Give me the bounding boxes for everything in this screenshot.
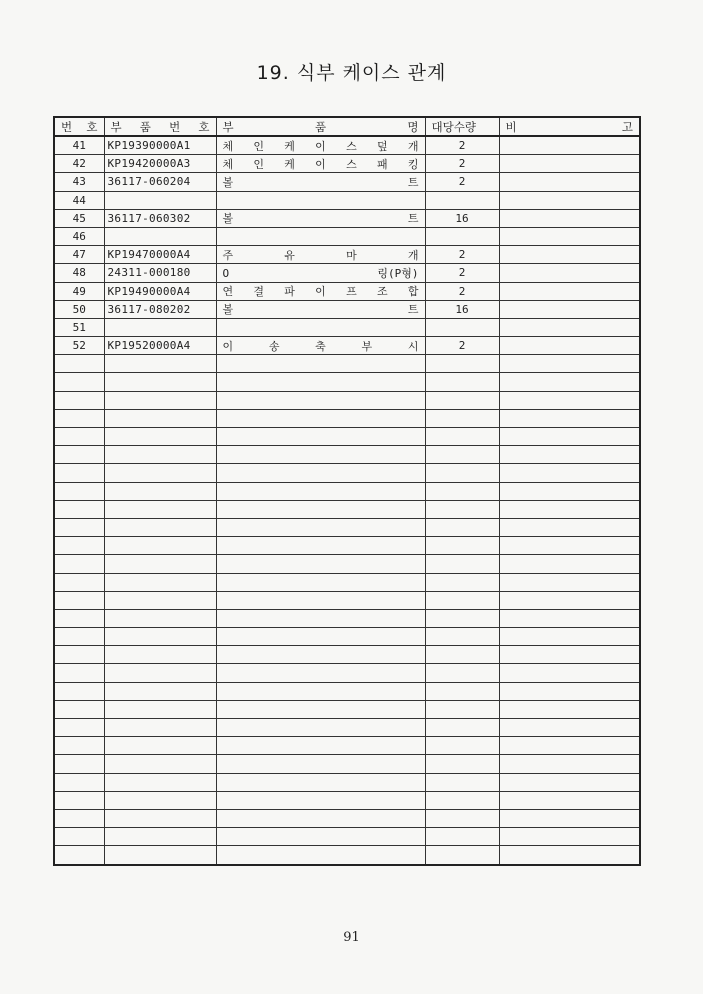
cell-name xyxy=(216,391,425,409)
cell-name xyxy=(216,518,425,536)
cell-note xyxy=(499,409,640,427)
cell-name: 볼 트 xyxy=(216,300,425,318)
cell-name xyxy=(216,846,425,865)
cell-no xyxy=(54,446,104,464)
cell-note xyxy=(499,246,640,264)
cell-name xyxy=(216,355,425,373)
cell-no xyxy=(54,518,104,536)
cell-qty: 2 xyxy=(425,155,499,173)
cell-no xyxy=(54,409,104,427)
cell-part-no xyxy=(104,500,216,518)
cell-no xyxy=(54,428,104,446)
cell-note xyxy=(499,428,640,446)
cell-qty xyxy=(425,573,499,591)
header-qty: 대당수량 xyxy=(425,117,499,136)
table-row xyxy=(54,337,640,355)
empty-table-row xyxy=(54,409,640,427)
cell-part-no xyxy=(104,828,216,846)
cell-note xyxy=(499,227,640,245)
cell-part-no xyxy=(104,755,216,773)
cell-no xyxy=(54,355,104,373)
cell-name: 볼 트 xyxy=(216,209,425,227)
cell-note xyxy=(499,318,640,336)
cell-part-no xyxy=(104,773,216,791)
header-no: 번 호 xyxy=(54,117,104,136)
cell-note xyxy=(499,773,640,791)
cell-qty xyxy=(425,191,499,209)
cell-no xyxy=(54,773,104,791)
cell-part-no xyxy=(104,391,216,409)
cell-note xyxy=(499,373,640,391)
cell-note xyxy=(499,209,640,227)
cell-qty xyxy=(425,809,499,827)
cell-note xyxy=(499,682,640,700)
cell-no xyxy=(54,482,104,500)
cell-qty: 16 xyxy=(425,209,499,227)
cell-no xyxy=(54,682,104,700)
cell-name: 이 송 축 부 시 xyxy=(216,337,425,355)
table-row xyxy=(54,209,640,227)
cell-qty: 2 xyxy=(425,246,499,264)
cell-no xyxy=(54,719,104,737)
table-row xyxy=(54,246,640,264)
cell-qty xyxy=(425,391,499,409)
empty-table-row xyxy=(54,482,640,500)
cell-qty xyxy=(425,846,499,865)
cell-note xyxy=(499,809,640,827)
cell-no xyxy=(54,664,104,682)
cell-no: 46 xyxy=(54,227,104,245)
cell-qty xyxy=(425,591,499,609)
cell-no xyxy=(54,555,104,573)
cell-name xyxy=(216,573,425,591)
cell-part-no xyxy=(104,428,216,446)
cell-qty xyxy=(425,227,499,245)
cell-qty xyxy=(425,482,499,500)
cell-qty xyxy=(425,428,499,446)
cell-part-no xyxy=(104,628,216,646)
table-header-row xyxy=(54,117,640,136)
empty-table-row xyxy=(54,755,640,773)
cell-no: 44 xyxy=(54,191,104,209)
cell-part-no: KP19470000A4 xyxy=(104,246,216,264)
cell-part-no xyxy=(104,791,216,809)
cell-note xyxy=(499,846,640,865)
empty-table-row xyxy=(54,537,640,555)
cell-part-no: KP19420000A3 xyxy=(104,155,216,173)
cell-no: 45 xyxy=(54,209,104,227)
cell-no: 52 xyxy=(54,337,104,355)
cell-part-no xyxy=(104,518,216,536)
empty-table-row xyxy=(54,700,640,718)
cell-part-no xyxy=(104,555,216,573)
cell-no xyxy=(54,846,104,865)
table-row xyxy=(54,282,640,300)
cell-note xyxy=(499,300,640,318)
cell-no xyxy=(54,591,104,609)
parts-table xyxy=(53,116,641,866)
cell-qty: 2 xyxy=(425,264,499,282)
cell-part-no xyxy=(104,482,216,500)
cell-no xyxy=(54,537,104,555)
cell-part-no xyxy=(104,846,216,865)
empty-table-row xyxy=(54,682,640,700)
cell-qty xyxy=(425,828,499,846)
cell-note xyxy=(499,173,640,191)
cell-note xyxy=(499,518,640,536)
cell-note xyxy=(499,664,640,682)
table-row xyxy=(54,318,640,336)
cell-note xyxy=(499,755,640,773)
cell-name xyxy=(216,537,425,555)
cell-no xyxy=(54,609,104,627)
cell-no xyxy=(54,809,104,827)
cell-qty xyxy=(425,318,499,336)
cell-note xyxy=(499,282,640,300)
cell-qty xyxy=(425,373,499,391)
cell-part-no: 36117-060204 xyxy=(104,173,216,191)
cell-note xyxy=(499,573,640,591)
table-row xyxy=(54,173,640,191)
cell-qty xyxy=(425,755,499,773)
empty-table-row xyxy=(54,828,640,846)
header-note: 비 고 xyxy=(499,117,640,136)
cell-no: 43 xyxy=(54,173,104,191)
cell-part-no xyxy=(104,682,216,700)
cell-part-no xyxy=(104,700,216,718)
cell-no xyxy=(54,700,104,718)
cell-name xyxy=(216,373,425,391)
table-row xyxy=(54,136,640,155)
cell-part-no xyxy=(104,464,216,482)
cell-qty: 2 xyxy=(425,337,499,355)
cell-note xyxy=(499,700,640,718)
empty-table-row xyxy=(54,591,640,609)
cell-no: 51 xyxy=(54,318,104,336)
cell-note xyxy=(499,500,640,518)
cell-note xyxy=(499,337,640,355)
table-row xyxy=(54,155,640,173)
cell-note xyxy=(499,191,640,209)
cell-name xyxy=(216,500,425,518)
cell-note xyxy=(499,446,640,464)
cell-qty xyxy=(425,664,499,682)
cell-no xyxy=(54,646,104,664)
cell-qty xyxy=(425,737,499,755)
cell-name xyxy=(216,628,425,646)
cell-note xyxy=(499,555,640,573)
cell-qty: 2 xyxy=(425,136,499,155)
cell-note xyxy=(499,264,640,282)
cell-qty: 16 xyxy=(425,300,499,318)
cell-note xyxy=(499,537,640,555)
cell-part-no xyxy=(104,809,216,827)
cell-name xyxy=(216,409,425,427)
cell-note xyxy=(499,355,640,373)
cell-part-no: KP19390000A1 xyxy=(104,136,216,155)
cell-qty xyxy=(425,518,499,536)
empty-table-row xyxy=(54,428,640,446)
cell-qty xyxy=(425,682,499,700)
page-title: 19. 식부 케이스 관계 xyxy=(256,62,447,84)
cell-note xyxy=(499,482,640,500)
cell-qty xyxy=(425,700,499,718)
cell-qty xyxy=(425,355,499,373)
cell-name: O 링(P형) xyxy=(216,264,425,282)
table-row xyxy=(54,264,640,282)
cell-note xyxy=(499,155,640,173)
cell-note xyxy=(499,391,640,409)
cell-note xyxy=(499,609,640,627)
cell-part-no: 24311-000180 xyxy=(104,264,216,282)
empty-table-row xyxy=(54,791,640,809)
cell-part-no xyxy=(104,318,216,336)
empty-table-row xyxy=(54,518,640,536)
table-row xyxy=(54,300,640,318)
empty-table-row xyxy=(54,355,640,373)
cell-qty xyxy=(425,537,499,555)
cell-note xyxy=(499,828,640,846)
empty-table-row xyxy=(54,719,640,737)
cell-no: 49 xyxy=(54,282,104,300)
cell-note xyxy=(499,791,640,809)
cell-name xyxy=(216,664,425,682)
cell-name xyxy=(216,828,425,846)
cell-part-no xyxy=(104,591,216,609)
empty-table-row xyxy=(54,628,640,646)
cell-no: 50 xyxy=(54,300,104,318)
cell-name: 연 결 파 이 프 조 합 xyxy=(216,282,425,300)
cell-note xyxy=(499,719,640,737)
cell-qty xyxy=(425,719,499,737)
empty-table-row xyxy=(54,446,640,464)
cell-note xyxy=(499,737,640,755)
cell-note xyxy=(499,136,640,155)
cell-qty xyxy=(425,555,499,573)
cell-part-no xyxy=(104,646,216,664)
cell-qty xyxy=(425,464,499,482)
cell-part-no xyxy=(104,719,216,737)
cell-part-no xyxy=(104,446,216,464)
cell-qty: 2 xyxy=(425,282,499,300)
table-row xyxy=(54,227,640,245)
cell-name: 주 유 마 개 xyxy=(216,246,425,264)
cell-name xyxy=(216,191,425,209)
cell-name xyxy=(216,700,425,718)
cell-name xyxy=(216,555,425,573)
cell-no xyxy=(54,628,104,646)
cell-qty: 2 xyxy=(425,173,499,191)
cell-part-no xyxy=(104,664,216,682)
empty-table-row xyxy=(54,609,640,627)
cell-note xyxy=(499,628,640,646)
cell-name xyxy=(216,646,425,664)
empty-table-row xyxy=(54,737,640,755)
empty-table-row xyxy=(54,555,640,573)
cell-no xyxy=(54,755,104,773)
cell-name xyxy=(216,755,425,773)
empty-table-row xyxy=(54,773,640,791)
cell-no: 48 xyxy=(54,264,104,282)
cell-part-no xyxy=(104,573,216,591)
empty-table-row xyxy=(54,500,640,518)
cell-no xyxy=(54,828,104,846)
cell-qty xyxy=(425,446,499,464)
table-body xyxy=(54,136,640,865)
cell-name xyxy=(216,318,425,336)
cell-part-no xyxy=(104,409,216,427)
empty-table-row xyxy=(54,664,640,682)
cell-name xyxy=(216,737,425,755)
cell-name: 체 인 케 이 스 덮 개 xyxy=(216,136,425,155)
cell-part-no: 36117-080202 xyxy=(104,300,216,318)
table-row xyxy=(54,191,640,209)
cell-no xyxy=(54,391,104,409)
cell-qty xyxy=(425,609,499,627)
cell-name xyxy=(216,791,425,809)
cell-qty xyxy=(425,791,499,809)
cell-name xyxy=(216,682,425,700)
cell-part-no: KP19520000A4 xyxy=(104,337,216,355)
empty-table-row xyxy=(54,573,640,591)
empty-table-row xyxy=(54,646,640,664)
cell-part-no xyxy=(104,609,216,627)
empty-table-row xyxy=(54,846,640,865)
cell-note xyxy=(499,646,640,664)
cell-no: 41 xyxy=(54,136,104,155)
header-part-no: 부 품 번 호 xyxy=(104,117,216,136)
cell-qty xyxy=(425,773,499,791)
cell-part-no xyxy=(104,191,216,209)
cell-part-no xyxy=(104,537,216,555)
cell-name xyxy=(216,227,425,245)
cell-name xyxy=(216,809,425,827)
cell-name: 볼 트 xyxy=(216,173,425,191)
cell-no xyxy=(54,464,104,482)
cell-part-no xyxy=(104,737,216,755)
cell-no xyxy=(54,791,104,809)
cell-qty xyxy=(425,646,499,664)
cell-name xyxy=(216,428,425,446)
empty-table-row xyxy=(54,373,640,391)
cell-part-no xyxy=(104,227,216,245)
header-name: 부 품 명 xyxy=(216,117,425,136)
cell-part-no xyxy=(104,373,216,391)
cell-name xyxy=(216,773,425,791)
empty-table-row xyxy=(54,464,640,482)
cell-name xyxy=(216,446,425,464)
cell-qty xyxy=(425,500,499,518)
cell-note xyxy=(499,591,640,609)
cell-no xyxy=(54,737,104,755)
cell-name: 체 인 케 이 스 패 킹 xyxy=(216,155,425,173)
cell-no: 47 xyxy=(54,246,104,264)
cell-no xyxy=(54,500,104,518)
cell-name xyxy=(216,482,425,500)
cell-name xyxy=(216,719,425,737)
cell-name xyxy=(216,591,425,609)
cell-no xyxy=(54,373,104,391)
cell-part-no: 36117-060302 xyxy=(104,209,216,227)
cell-name xyxy=(216,609,425,627)
cell-name xyxy=(216,464,425,482)
cell-no: 42 xyxy=(54,155,104,173)
cell-qty xyxy=(425,409,499,427)
cell-note xyxy=(499,464,640,482)
page-number: 91 xyxy=(343,930,360,945)
empty-table-row xyxy=(54,391,640,409)
empty-table-row xyxy=(54,809,640,827)
cell-part-no: KP19490000A4 xyxy=(104,282,216,300)
cell-qty xyxy=(425,628,499,646)
cell-no xyxy=(54,573,104,591)
cell-part-no xyxy=(104,355,216,373)
